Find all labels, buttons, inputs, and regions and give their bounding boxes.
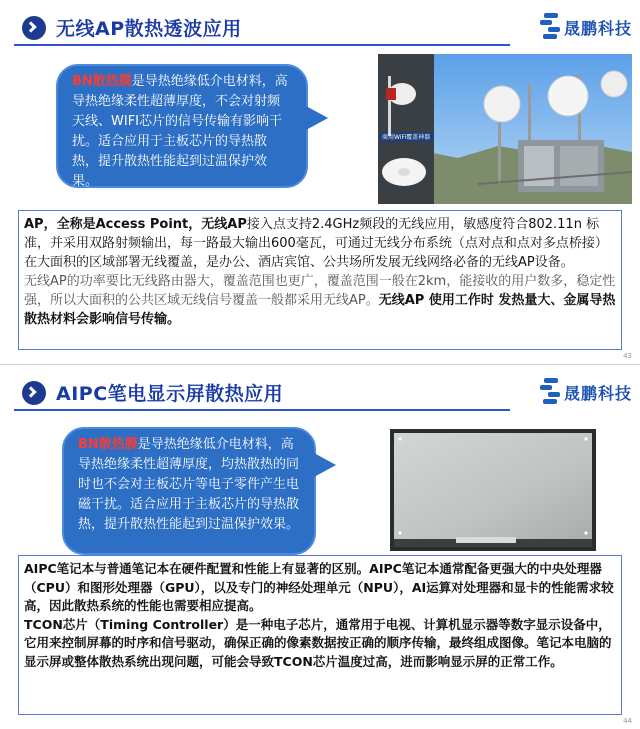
aipc-vs-normal-text: AIPC笔记本与普通笔记本在硬件配置和性能上有显著的区别。AIPC笔记本通常配备更强大的中央处理器（CPU）和图形处理器（GPU），以及专门的神经处理单元（NPU），AI运算对处理器和显卡的性能需求较高，因此散热系统的性能也需要相应提高。 (24, 561, 614, 613)
laptop-display-panel-illustration (386, 425, 600, 555)
ap-coverage-text: 无线AP的功率要比无线路由器大，覆盖范围也更广，覆盖范围一般在2km，能接收的用户数多，稳定性强，所以大面积的公共区域无线信号覆盖一般都采用无线AP。 (24, 274, 616, 308)
brand-logo (540, 377, 636, 407)
logo-mark-icon (540, 12, 562, 42)
page-title: AIPC笔电显示屏散热应用 (56, 383, 284, 405)
tcon-chip-text: TCON芯片（Timing Controller）是一种电子芯片，通常用于电视、计算机显示器等数字显示设备中，它用来控制屏幕的时序和信号驱动，确保正确的像素数据按正确的顺序传输，最终组成图像。笔记本电脑的显示屏或整体散热系统出现问题，可能会导致TCON芯片温度过高，进而影响显示屏的正常工作。 (24, 616, 612, 669)
page-title: 无线AP散热透波应用 (56, 18, 242, 40)
ap-definition-bold: AP，全称是Access Point，无线AP (24, 217, 247, 232)
bn-film-highlight: BN散热膜 (72, 74, 132, 89)
bn-film-description: 是导热绝缘低介电材料，高导热绝缘柔性超薄厚度，均热散热的同时也不会对主板芯片等电子零件产生电磁干扰。适合应用于主板芯片的导热散热，提升散热性能起到过温保护效果。 (78, 437, 300, 532)
wireless-ap-photo (378, 54, 632, 204)
bn-film-description: 是导热绝缘低介电材料，高导热绝缘柔性超薄厚度，不会对射频天线、WIFI芯片的信号传输有影响干扰。适合应用于主板芯片的导热散热，提升散热性能起到过温保护效果。 (72, 74, 288, 189)
photo-caption: 商用WiFi覆盖神器 (382, 134, 431, 141)
logo-mark-icon (540, 377, 562, 407)
bn-film-highlight: BN散热膜 (78, 437, 138, 452)
callout-tail (314, 453, 336, 477)
callout-tail (306, 106, 328, 130)
bn-film-callout (56, 64, 308, 188)
slide-aipc-display (0, 365, 640, 729)
brand-logo (540, 12, 636, 42)
ap-definition-text: 接入点支持2.4GHz频段的无线应用，敏感度符合802.11n 标准，并采用双路射频输出，每一路最大输出600毫瓦，可通过无线分布系统（点对点和点对多点桥接）在大面积的区域部署无线覆盖，是办公、酒店宾馆、公共场所发展无线网络必备的无线AP设备。 (24, 217, 608, 270)
title-underline (14, 409, 510, 411)
slide-header (0, 365, 640, 411)
aipc-description-box (18, 555, 622, 715)
slide-header (0, 0, 640, 46)
chevron-right-icon (22, 381, 46, 405)
bn-film-callout (62, 427, 316, 555)
slide-wireless-ap (0, 0, 640, 364)
page-number: 43 (623, 352, 632, 360)
page-number: 44 (623, 717, 632, 725)
ap-heat-warning: 无线AP 使用工作时 发热量大、金属导热散热材料会影响信号传输。 (24, 293, 616, 327)
wireless-ap-illustration (378, 54, 632, 204)
brand-name: 晟鹏科技 (564, 19, 633, 38)
laptop-panel-photo (386, 425, 600, 555)
ap-description-box (18, 210, 622, 350)
chevron-right-icon (22, 16, 46, 40)
brand-name: 晟鹏科技 (564, 384, 633, 403)
title-underline (14, 44, 510, 46)
